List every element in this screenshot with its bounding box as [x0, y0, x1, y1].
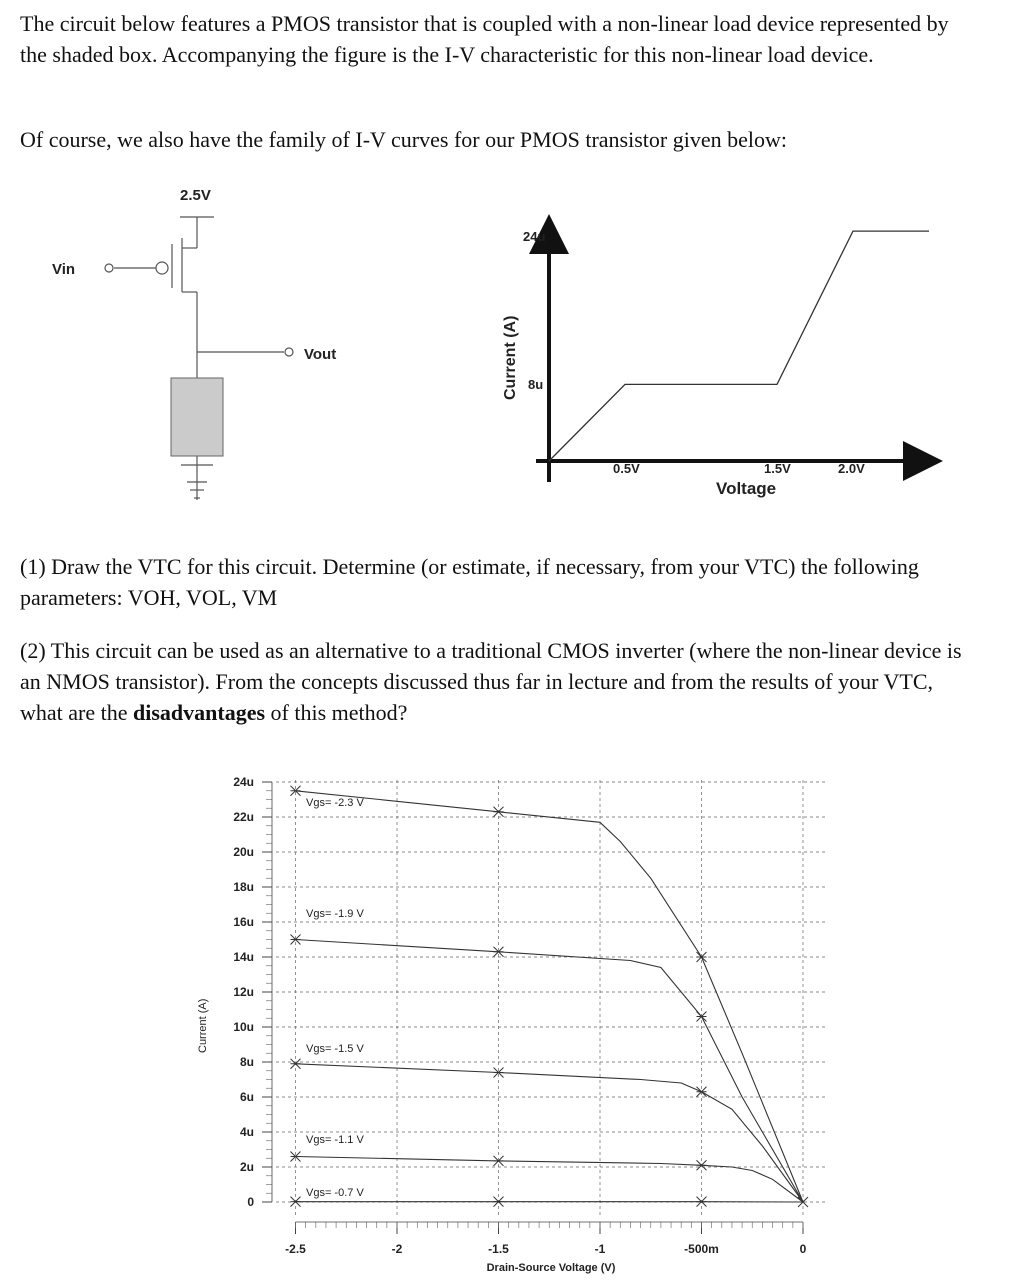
vout-label: Vout — [304, 346, 337, 363]
x-tick-label: -1.5 — [488, 1242, 509, 1256]
data-marker — [291, 1197, 301, 1207]
curve-series-3 — [296, 1157, 804, 1203]
y-tick-label: 22u — [233, 810, 254, 824]
question-1: (1) Draw the VTC for this circuit. Determine (or estimate, if necessary, from your VTC) the following parameters: VOH, VOL, VM — [20, 554, 919, 610]
load-iv-curve — [549, 231, 929, 461]
series-label: Vgs= -0.7 V — [306, 1187, 364, 1199]
y-tick-label: 14u — [233, 950, 254, 964]
data-marker — [494, 807, 504, 817]
pmos-y-axis-label: Current (A) — [197, 998, 209, 1053]
question-2 — [20, 635, 980, 728]
curve-series-0 — [296, 791, 804, 1202]
data-marker — [494, 1197, 504, 1207]
y-tick-label: 20u — [233, 845, 254, 859]
series-label: Vgs= -1.1 V — [306, 1134, 364, 1146]
x-tick-label: -500m — [684, 1242, 719, 1256]
load-y-tick-24u: 24u — [523, 229, 546, 244]
y-tick-label: 12u — [233, 985, 254, 999]
intro-paragraph-2: Of course, we also have the family of I-V curves for our PMOS transistor given below: — [20, 127, 787, 152]
load-x-tick-2-0v: 2.0V — [838, 461, 865, 476]
question-2-text: (2) This circuit can be used as an alternative to a traditional CMOS inverter (where the non-linear device is an NMOS transistor). From the concepts discussed thus far in lecture and from the results of your VTC, what are the — [20, 638, 962, 725]
y-tick-label: 10u — [233, 1020, 254, 1034]
load-iv-chart — [0, 0, 1012, 520]
y-tick-label: 6u — [239, 1090, 254, 1104]
y-tick-label: 4u — [239, 1125, 254, 1139]
series-label: Vgs= -1.5 V — [306, 1043, 364, 1055]
data-marker — [697, 1160, 707, 1170]
series-label: Vgs= -2.3 V — [306, 797, 364, 809]
x-tick-label: -2 — [391, 1242, 403, 1256]
x-tick-label: 0 — [799, 1242, 807, 1256]
y-tick-label: 2u — [239, 1160, 254, 1174]
y-tick-label: 0 — [247, 1195, 254, 1209]
y-tick-label: 16u — [233, 915, 254, 929]
y-tick-label: 18u — [233, 880, 254, 894]
data-marker — [697, 1197, 707, 1207]
question-2-end: of this method? — [265, 700, 408, 725]
supply-label: 2.5V — [180, 187, 211, 204]
curve-series-2 — [296, 1064, 804, 1202]
x-tick-label: -2.5 — [285, 1242, 306, 1256]
pmos-iv-chart — [0, 768, 1012, 1288]
load-x-tick-1-5v: 1.5V — [764, 461, 791, 476]
load-x-tick-0-5v: 0.5V — [613, 461, 640, 476]
load-x-axis-label: Voltage — [716, 479, 777, 498]
intro-paragraph: The circuit below features a PMOS transistor that is coupled with a non-linear load device represented by the shaded box. Accompanying the figure is the I-V characteristic for this non-linear load device. — [20, 11, 949, 67]
data-marker — [291, 1059, 301, 1069]
load-y-axis-label: Current (A) — [502, 315, 519, 400]
y-tick-label: 24u — [233, 775, 254, 789]
series-label: Vgs= -1.9 V — [306, 908, 364, 920]
y-tick-label: 8u — [239, 1055, 254, 1069]
load-y-tick-8u: 8u — [528, 377, 544, 392]
pmos-x-axis-label: Drain-Source Voltage (V) — [486, 1262, 616, 1274]
vin-label: Vin — [52, 261, 76, 278]
x-tick-label: -1 — [594, 1242, 606, 1256]
question-2-emphasis: disadvantages — [133, 700, 266, 725]
curve-series-1 — [296, 940, 804, 1203]
